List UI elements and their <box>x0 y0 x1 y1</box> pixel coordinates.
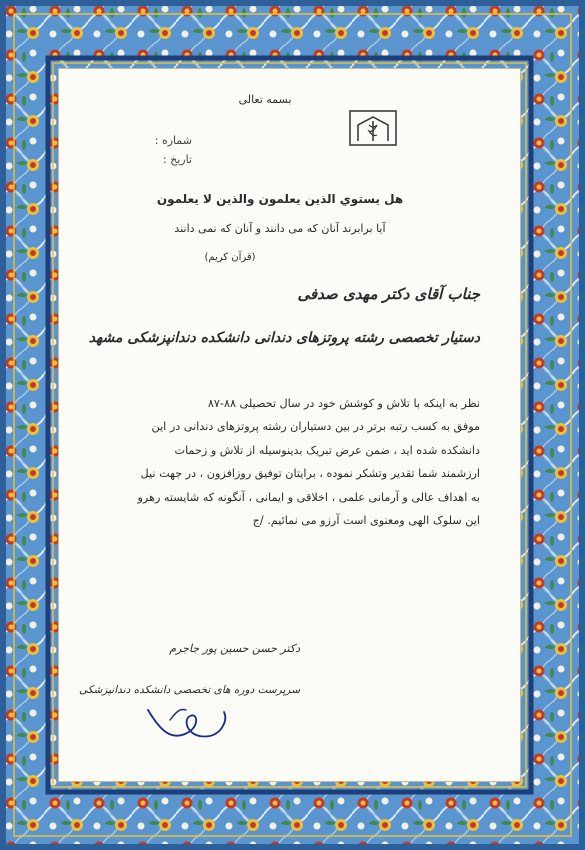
body-line: نظر به اینکه با تلاش و کوشش خود در سال تحصیلی ۸۸-۸۷ <box>207 397 480 410</box>
quran-verse-persian: آیا برابرند آنان که می دانند و آنان که نمی دانند <box>174 222 386 235</box>
number-label: شماره : <box>154 134 192 147</box>
signatory-title: سرپرست دوره های تخصصی دانشکده دندانپزشکی <box>79 684 300 696</box>
quran-verse-arabic: هل يستوي الذين يعلمون والذين لا يعلمون <box>156 192 404 206</box>
recipient-name: جناب آقای دکتر مهدی صدفی <box>297 285 480 303</box>
body-line: دانشکده شده اید ، ضمن عرض تبریک بدینوسیله از تلاش و زحمات <box>174 443 480 457</box>
body-line: ارزشمند شما تقدیر وتشکر نموده ، برایتان توفیق روزافزون ، در جهت نیل <box>140 467 480 481</box>
body-line: به اهداف عالی و آرمانی علمی ، اخلاقی و ایمانی ، آنگونه که شایسته رهرو <box>137 490 480 504</box>
certificate-body <box>100 392 480 532</box>
handwritten-signature <box>140 690 235 748</box>
body-line: این سلوک الهی ومعنوی است آرزو می نمائیم. /ج <box>252 514 480 528</box>
recipient-position: دستیار تخصصی رشته پروتزهای دندانی دانشکده دندانپزشکی مشهد <box>88 330 480 346</box>
signatory-name: دکتر حسن حسین پور جاجرم <box>169 642 300 655</box>
basmala-heading: بسمه تعالی <box>238 93 292 106</box>
date-label: تاریخ : <box>162 153 192 166</box>
quran-verse-source: (قرآن کریم) <box>204 252 256 263</box>
body-line: موفق به کسب رتبه برتر در بین دستیاران رشته پروتزهای دندانی در این <box>151 420 480 434</box>
university-logo <box>348 109 398 149</box>
